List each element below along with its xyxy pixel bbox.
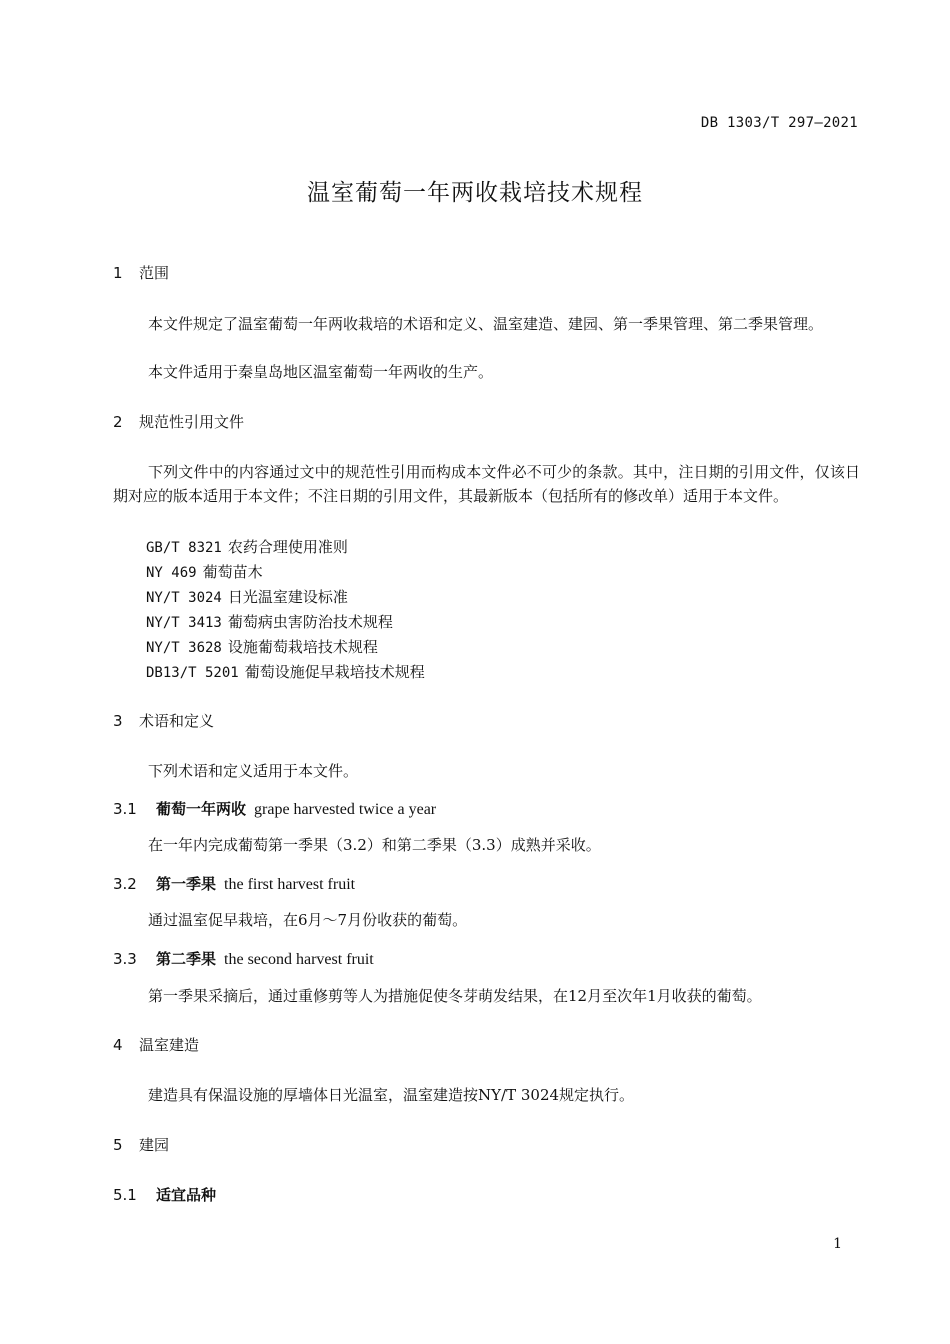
reference-item — [146, 661, 425, 682]
document-title: 温室葡萄一年两收栽培技术规程 — [307, 180, 643, 206]
term-english: the first harvest fruit — [224, 876, 356, 893]
term-english: the second harvest fruit — [224, 951, 374, 968]
reference-name: 葡萄设施促早栽培技术规程 — [244, 663, 425, 681]
term-3-3-heading — [113, 948, 374, 969]
term-chinese: 葡萄一年两收 — [156, 800, 247, 818]
section-title: 规范性引用文件 — [139, 413, 245, 431]
section-number: 1 — [113, 264, 123, 282]
subsection-number: 5.1 — [113, 1186, 137, 1204]
section-1-heading — [113, 262, 169, 283]
section-number: 2 — [113, 413, 123, 431]
section-4-paragraph: 建造具有保温设施的厚墙体日光温室，温室建造按NY/T 3024规定执行。 — [148, 1086, 635, 1104]
section-5-heading — [113, 1134, 169, 1155]
subsection-title: 适宜品种 — [156, 1186, 217, 1204]
reference-code: DB13/T 5201 — [146, 665, 239, 681]
section-title: 范围 — [139, 264, 170, 282]
section-1-paragraph-2: 本文件适用于秦皇岛地区温室葡萄一年两收的生产。 — [148, 363, 494, 381]
section-2-heading — [113, 411, 244, 432]
reference-item — [146, 636, 378, 657]
reference-name: 农药合理使用准则 — [227, 538, 348, 556]
term-chinese: 第一季果 — [156, 875, 217, 893]
reference-item — [146, 561, 263, 582]
reference-item — [146, 611, 393, 632]
section-3-intro: 下列术语和定义适用于本文件。 — [148, 762, 359, 780]
reference-code: NY/T 3413 — [146, 615, 222, 631]
term-3-1-definition: 在一年内完成葡萄第一季果（3.2）和第二季果（3.3）成熟并采收。 — [148, 836, 601, 854]
reference-item — [146, 586, 348, 607]
reference-code: NY/T 3024 — [146, 590, 222, 606]
term-3-1-heading — [113, 798, 436, 819]
reference-code: NY/T 3628 — [146, 640, 222, 656]
section-5-1-heading — [113, 1184, 224, 1205]
reference-name: 葡萄苗木 — [202, 563, 263, 581]
reference-code: NY 469 — [146, 565, 197, 581]
section-3-heading — [113, 710, 214, 731]
page-number: 1 — [833, 1236, 842, 1252]
section-title: 术语和定义 — [139, 712, 215, 730]
term-number: 3.1 — [113, 800, 137, 818]
section-title: 温室建造 — [139, 1036, 200, 1054]
section-title: 建园 — [139, 1136, 170, 1154]
term-chinese: 第二季果 — [156, 950, 217, 968]
reference-name: 葡萄病虫害防治技术规程 — [227, 613, 393, 631]
section-number: 4 — [113, 1036, 123, 1054]
term-3-2-heading — [113, 873, 355, 894]
section-4-heading — [113, 1034, 199, 1055]
reference-code: GB/T 8321 — [146, 540, 222, 556]
term-number: 3.2 — [113, 875, 137, 893]
section-number: 3 — [113, 712, 123, 730]
reference-item — [146, 536, 348, 557]
term-english: grape harvested twice a year — [254, 801, 437, 818]
reference-name: 日光温室建设标准 — [227, 588, 348, 606]
section-number: 5 — [113, 1136, 123, 1154]
section-2-paragraph: 下列文件中的内容通过文中的规范性引用而构成本文件必不可少的条款。其中，注日期的引用文件，仅该日期对应的版本适用于本文件；不注日期的引用文件，其最新版本（包括所有的修改单）适用于本文件。 — [113, 463, 860, 505]
standard-number: DB 1303/T 297—2021 — [700, 115, 858, 131]
term-number: 3.3 — [113, 950, 137, 968]
section-1-paragraph-1: 本文件规定了温室葡萄一年两收栽培的术语和定义、温室建造、建园、第一季果管理、第二季果管理。 — [148, 315, 824, 333]
reference-name: 设施葡萄栽培技术规程 — [227, 638, 378, 656]
term-3-2-definition: 通过温室促早栽培，在6月～7月份收获的葡萄。 — [148, 911, 468, 929]
term-3-3-definition: 第一季果采摘后，通过重修剪等人为措施促使冬芽萌发结果，在12月至次年1月收获的葡萄。 — [148, 987, 762, 1005]
